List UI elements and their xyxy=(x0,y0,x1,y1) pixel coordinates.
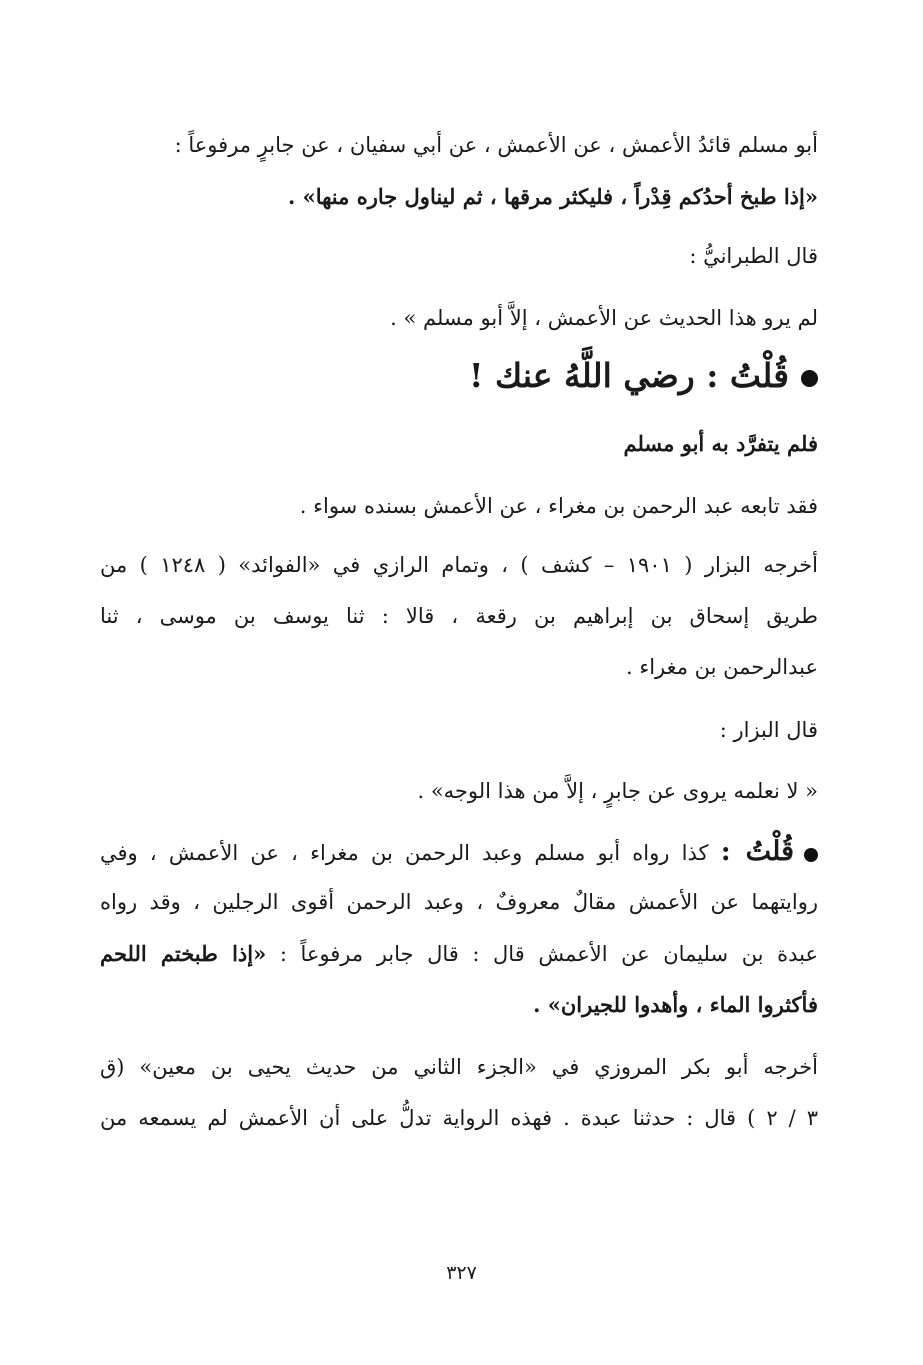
text-line: ٣ / ٢ ) قال : حدثنا عبدة . فهذه الرواية تدلُّ على أن الأعمش لم يسمعه من xyxy=(100,1106,818,1130)
section-heading xyxy=(100,346,818,406)
qult-label: قُلْتُ : xyxy=(720,836,794,867)
hadith-quote: «إذا طبختم اللحم xyxy=(100,941,267,966)
text-line xyxy=(100,826,818,877)
hadith-quote: فأكثروا الماء ، وأهدوا للجيران» . xyxy=(533,992,818,1017)
paragraph-bazzar-label xyxy=(100,705,818,756)
bullet-icon xyxy=(801,370,818,387)
paragraph-tabarani-label xyxy=(100,231,818,282)
text-line xyxy=(100,928,818,979)
heading-text: قُلْتُ : رضي اللَّهُ عنك ! xyxy=(469,356,789,395)
text-line: « لا نعلمه يروى عن جابرٍ ، إلاَّ من هذا الوجه» . xyxy=(417,779,818,803)
hadith-quote: «إذا طبخ أحدُكم قِدْراً ، فليكثر مرقها ، ثم ليناول جاره منها» . xyxy=(287,184,818,209)
text-line: أبو مسلم قائدُ الأعمش ، عن الأعمش ، عن أبي سفيان ، عن جابرٍ مرفوعاً : xyxy=(174,133,818,157)
paragraph-bazzar-quote xyxy=(100,766,818,817)
text-line: فقد تابعه عبد الرحمن بن مغراء ، عن الأعمش بسنده سواء . xyxy=(299,494,818,518)
text-line: أخرجه أبو بكر المروزي في «الجزء الثاني من حديث يحيى بن معين» (ق xyxy=(100,1055,818,1079)
text-line: لم يرو هذا الحديث عن الأعمش ، إلاَّ أبو مسلم » . xyxy=(390,306,818,330)
bullet-icon xyxy=(804,848,818,862)
text-segment: كذا رواه أبو مسلم وعبد الرحمن بن مغراء ، عن الأعمش ، وفي xyxy=(100,841,709,865)
paragraph-not-alone xyxy=(100,418,818,469)
paragraph-tabarani-quote xyxy=(100,293,818,344)
text-line: قال الطبرانيُّ : xyxy=(689,244,818,268)
text-line: أخرجه البزار ( ١٩٠١ – كشف ) ، وتمام الرازي في «الفوائد» ( ١٢٤٨ ) من xyxy=(100,553,818,577)
text-line: عبدالرحمن بن مغراء . xyxy=(625,655,818,679)
page-number: ٣٢٧ xyxy=(446,1262,477,1284)
text-line: روايتهما عن الأعمش مقالٌ معروفٌ ، وعبد الرحمن أقوى الرجلين ، وقد رواه xyxy=(100,890,818,914)
text-line: طريق إسحاق بن إبراهيم بن رقعة ، قالا : ثنا يوسف بن موسى ، ثنا xyxy=(100,604,818,628)
text-line: قال البزار : xyxy=(719,718,818,742)
paragraph-mutaba xyxy=(100,481,818,532)
paragraph-takhrij-marwazi xyxy=(100,1042,818,1144)
paragraph-qult xyxy=(100,826,818,1030)
text-line: فلم يتفرَّد به أبو مسلم xyxy=(623,431,818,456)
heading-line xyxy=(100,346,818,406)
text-segment: عبدة بن سليمان عن الأعمش قال : قال جابر مرفوعاً : xyxy=(279,942,818,966)
paragraph-abu-muslim xyxy=(100,120,818,222)
paragraph-takhrij-bazzar xyxy=(100,540,818,693)
